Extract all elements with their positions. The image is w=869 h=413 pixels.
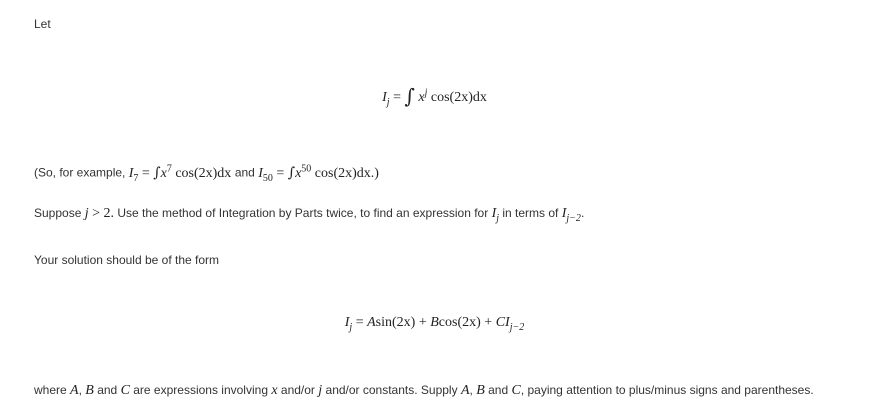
- example-text: (So, for example, $I_7 = \int x^7$ cos(2x)dx and $I_{50} = \int x^{50}$ cos(2x)dx.): [34, 163, 379, 184]
- closing-text: where A, B and C are expressions involving x and/or j and/or constants. Supply A, B and C, paying attention to plus/minus signs and parentheses.: [34, 383, 814, 398]
- intro-text: Let: [34, 17, 51, 31]
- form-intro-text: Your solution should be of the form: [34, 253, 220, 267]
- definition-equation: $I_j$ = ∫ $x^j$ cos(2x)dx: [382, 84, 487, 108]
- integral-sign: ∫: [404, 84, 415, 108]
- task-text: Suppose j > 2. Use the method of Integration by Parts twice, to find an expression for $I_j$ in terms of $I_{j-2}$.: [34, 206, 585, 224]
- solution-form-equation: $I_j = Asin(2x) + Bcos(2x) + CI_{j-2}$: [344, 315, 525, 333]
